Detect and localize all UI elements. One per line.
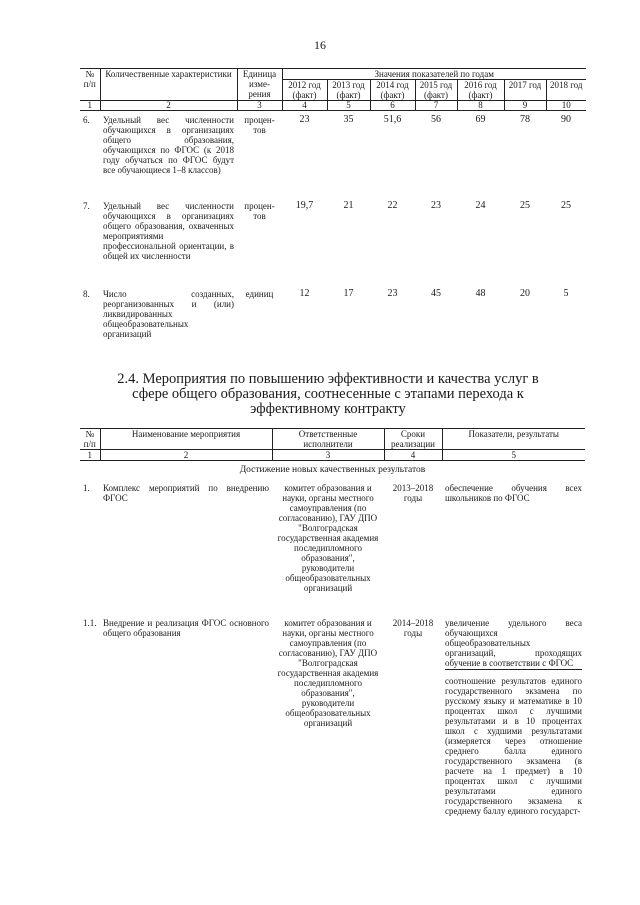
row-value: 22 [387, 200, 398, 211]
column-number: 5 [442, 450, 585, 461]
row-value: 19,7 [295, 200, 314, 211]
row-results [442, 618, 585, 822]
row-unit: процен-тов [244, 201, 275, 221]
column-number: 8 [457, 101, 504, 111]
header-year: 2016 год (факт) [457, 80, 504, 101]
row-value: 24 [475, 200, 486, 211]
row-value: 12 [299, 288, 310, 299]
row-value: 23 [387, 288, 398, 299]
row-unit: единиц [245, 289, 274, 299]
result-item: соотношение результатов единого государственного экзамена по русскому языку и математике в 10 процентах школ с лучшими результатами и в 10 процентах школ с худшими результатами (измеряется через отношение среднего балла единого государственного экзамена (в расчете на 1 предмет) в 10 процентах школ с лучшими результатами единого государственного экзамена к среднему баллу единого государст- [445, 676, 582, 816]
row-num: 1.1. [83, 618, 97, 628]
header-values-by-year: Значения показателей по годам [282, 69, 586, 80]
row-value: 25 [561, 200, 571, 211]
header-unit: Единица изме-рения [237, 69, 282, 101]
column-number: 6 [370, 101, 415, 111]
row-results [442, 483, 585, 618]
column-number: 3 [237, 101, 282, 111]
row-value: 21 [343, 200, 354, 211]
row-terms: 2013–2018 годы [392, 483, 434, 503]
row-responsible: комитет образования и науки, органы местного самоуправления (по согласованию), ГАУ ДПО "Волгоградская государственная академия последипломного образования", руководители общеобразовательных организаций [277, 618, 379, 728]
measures-table [80, 428, 585, 822]
header-year: 2018 год [546, 80, 586, 101]
column-number: 10 [546, 101, 586, 111]
row-value: 17 [343, 288, 354, 299]
header-characteristics: Количественные характеристики [100, 69, 237, 101]
row-num: 6. [83, 115, 90, 125]
column-number: 4 [384, 450, 442, 461]
header-indicators: Показатели, результаты [442, 429, 585, 450]
row-name: Внедрение и реализация ФГОС основного общего образования [103, 618, 269, 638]
table-row [80, 201, 586, 289]
table-row [80, 289, 586, 339]
table-subheading: Достижение новых качественных результатов [239, 465, 426, 475]
row-num: 1. [83, 483, 90, 493]
row-num: 7. [83, 201, 90, 211]
row-value: 51,6 [383, 114, 402, 125]
header-terms: Сроки реализации [384, 429, 442, 450]
row-value: 23 [431, 200, 441, 211]
column-number: 1 [80, 450, 100, 461]
column-number: 4 [282, 101, 327, 111]
row-terms: 2014–2018 годы [392, 618, 434, 638]
header-num: № п/п [80, 429, 100, 450]
row-value: 78 [520, 114, 530, 125]
header-year: 2014 год (факт) [370, 80, 415, 101]
row-text: Число созданных, реорганизованных и (или) ликвидированных общеобразовательных организаций [103, 289, 234, 339]
row-text: Удельный вес численности обучающихся в организациях общего образования, охваченных мероприятиями профессиональной ориентации, в общей их численности [103, 201, 234, 261]
table-row [80, 483, 585, 618]
result-item: увеличение удельного веса обучающихся общеобразовательных организаций, проходящих обучение в соответствии с ФГОС [445, 618, 582, 668]
table-row [80, 618, 585, 822]
row-num: 8. [83, 289, 90, 299]
row-responsible: комитет образования и науки, органы местного самоуправления (по согласованию), ГАУ ДПО "Волгоградская государственная академия последипломного образования", руководители общеобразовательных организаций [277, 483, 379, 593]
row-note: (к 2018 году обучаться по ФГОС будут все обучающиеся 1–8 классов) [103, 145, 234, 175]
row-value: 45 [431, 288, 441, 299]
column-number: 7 [415, 101, 457, 111]
section-title: 2.4. Мероприятия по повышению эффективности и качества услуг в сфере общего образования, соотнесенные с этапами перехода к эффективному контракту [117, 371, 539, 417]
header-year: 2017 год [504, 80, 546, 101]
row-value: 23 [299, 114, 310, 125]
header-responsible: Ответственные исполнители [272, 429, 384, 450]
row-value: 48 [475, 288, 486, 299]
indicators-table [80, 68, 586, 339]
header-year: 2013 год (факт) [327, 80, 370, 101]
row-unit: процен-тов [244, 115, 275, 135]
column-number: 2 [100, 101, 237, 111]
result-item: обеспечение обучения всех школьников по ФГОС [445, 483, 582, 503]
row-value: 69 [475, 114, 486, 125]
table-row [80, 115, 586, 201]
row-value: 56 [431, 114, 441, 125]
column-number: 5 [327, 101, 370, 111]
row-value: 25 [520, 200, 530, 211]
row-value: 20 [520, 288, 530, 299]
row-name: Комплекс мероприятий по внедрению ФГОС [103, 483, 269, 503]
column-number: 1 [80, 101, 100, 111]
header-year: 2012 год (факт) [282, 80, 327, 101]
row-value: 90 [561, 114, 571, 125]
column-numbers-row [80, 450, 585, 461]
column-number: 2 [100, 450, 272, 461]
row-value: 35 [343, 114, 354, 125]
header-name: Наименование мероприятия [100, 429, 272, 450]
page-number: 16 [314, 38, 326, 52]
row-value: 5 [563, 288, 569, 299]
column-number: 3 [272, 450, 384, 461]
column-numbers-row [80, 101, 586, 111]
column-number: 9 [504, 101, 546, 111]
header-num: № п/п [80, 69, 100, 101]
row-text: Удельный вес численности обучающихся в организациях общего образования, обучающихся по ФГОС (к 2018 году обучаться по ФГОС будут все обучающиеся 1–8 классов) [103, 115, 234, 175]
header-year: 2015 год (факт) [415, 80, 457, 101]
